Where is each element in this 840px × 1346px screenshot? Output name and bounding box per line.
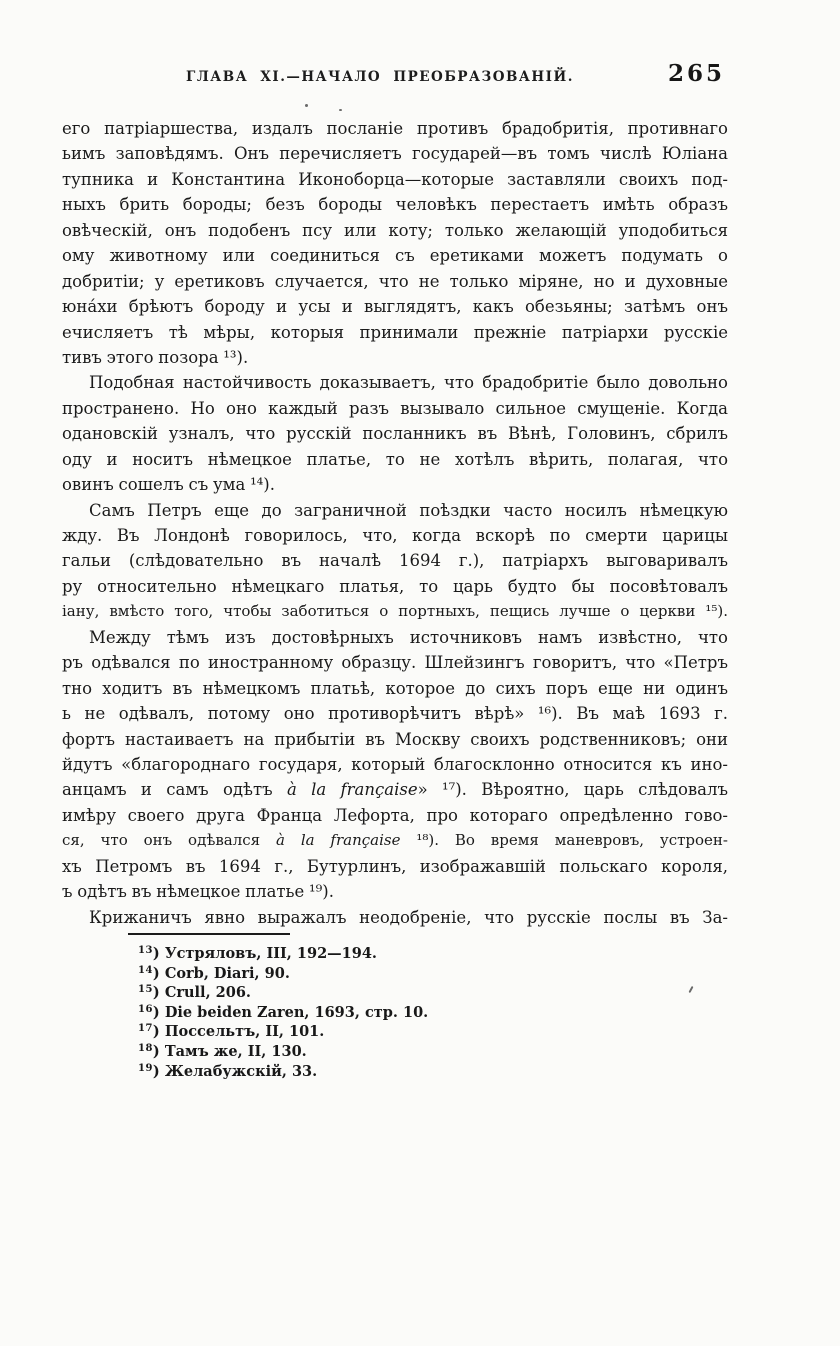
footnote-number: 17 — [138, 1023, 153, 1035]
text-line: гальи (слѣдовательно въ началѣ 1694 г.), патріархъ выговаривалъ — [62, 551, 728, 571]
footnote: $^{13}$) Устряловъ, III, 192—194. — [138, 945, 377, 962]
text-line: тивъ этого позора ¹³). — [62, 347, 249, 367]
text-line: его патріаршества, издалъ посланіе противъ брадобритія, противнаго — [62, 119, 728, 138]
text-line: жду. Въ Лондонѣ говорилось, что, когда вскорѣ по смерти царицы — [62, 526, 728, 545]
text-line: ому животному или соединиться съ еретиками можетъ подумать о — [62, 246, 728, 266]
footnote-number: 13 — [138, 945, 153, 956]
body-text — [62, 116, 728, 930]
footnotes — [138, 941, 698, 1078]
text-line: Крижаничъ явно выражалъ неодобреніе, что русскіе послы въ За- — [89, 907, 728, 927]
text-line: ныхъ брить бороды; безъ бороды человѣкъ перестаетъ имѣть образъ — [62, 195, 728, 215]
footnote: $^{16}$) Die beiden Zaren, 1693, стр. 10. — [138, 1003, 429, 1021]
text-line: Самъ Петръ еще до заграничной поѣздки часто носилъ нѣмецкую — [89, 500, 728, 520]
text-line: ъ одѣтъ въ нѣмецкое платье ¹⁹). — [62, 882, 334, 902]
text-line: ся, что онъ одѣвался à la française ¹⁸). Во время маневровъ, устроен- — [62, 831, 728, 850]
text-line: фортъ настаиваетъ на прибытіи въ Москву своихъ родственниковъ; они — [62, 729, 728, 749]
text-line: анцамъ и самъ одѣтъ à la française» ¹⁷). Вѣроятно, царь слѣдовалъ — [62, 780, 728, 800]
footnote-number: 16 — [138, 1003, 153, 1015]
footnote-number: 18 — [138, 1042, 153, 1054]
footnote: $^{14}$) Corb, Diari, 90. — [138, 964, 290, 982]
footnote-number: 19 — [138, 1062, 153, 1074]
text-line: ръ одѣвался по иностранному образцу. Шлейзингъ говоритъ, что «Петръ — [62, 653, 728, 673]
text-line: йдутъ «благороднаго государя, который благосклонно относится къ ино- — [62, 754, 728, 774]
footnote: $^{17}$) Поссельтъ, II, 101. — [138, 1023, 325, 1041]
text-line: хъ Петромъ въ 1694 г., Бутурлинъ, изображавшій польскаго короля, — [62, 856, 728, 876]
text-line: ьимъ заповѣдямъ. Онъ перечисляетъ государей—въ томъ числѣ Юліана — [62, 144, 728, 164]
text-line: Подобная настойчивость доказываетъ, что брадобритіе было довольно — [89, 373, 728, 393]
text-line: пространено. Но оно каждый разъ вызывало сильное смущеніе. Когда — [62, 398, 728, 418]
text-line: іану, вмѣсто того, чтобы заботиться о портныхъ, пещись лучше о церкви ¹⁵). — [62, 602, 728, 621]
text-line: тупника и Константина Иконоборца—которые заставляли своихъ под- — [62, 169, 728, 189]
text-line: добритіи; у еретиковъ случается, что не только міряне, но и духовные — [62, 271, 728, 291]
footnote-separator-rule — [128, 933, 290, 935]
text-line: ру относительно нѣмецкаго платья, то царь будто бы посовѣтовалъ — [62, 576, 728, 596]
text-line: овѣческій, онъ подобенъ псу или коту; только желающій уподобиться — [62, 220, 728, 240]
text-line: оду и носитъ нѣмецкое платье, то не хотѣлъ вѣрить, полагая, что — [62, 449, 728, 469]
footnote: $^{15}$) Crull, 206. — [138, 984, 251, 1002]
footnote: $^{19}$) Желабужскій, 33. — [138, 1062, 318, 1080]
running-header: ГЛАВА XI.—НАЧАЛО ПРЕОБРАЗОВАНІЙ. — [186, 69, 574, 85]
text-line: имѣру своего друга Франца Лефорта, про котораго опредѣленно гово- — [62, 805, 728, 825]
text-line: юна́хи брѣютъ бороду и усы и выглядятъ, какъ обезьяны; затѣмъ онъ — [62, 297, 728, 317]
text-line: тно ходитъ въ нѣмецкомъ платьѣ, которое до сихъ поръ еще ни одинъ — [62, 678, 728, 698]
footnote-number: 15 — [138, 984, 153, 996]
scan-speck — [339, 109, 342, 111]
text-line: ечисляетъ тѣ мѣры, которыя принимали прежніе патріархи русскіе — [62, 322, 728, 342]
text-line: ь не одѣвалъ, потому оно противорѣчитъ вѣрѣ» ¹⁶). Въ маѣ 1693 г. — [62, 704, 728, 724]
page-number: 265 — [668, 60, 726, 87]
text-line: одановскій узналъ, что русскій посланникъ въ Вѣнѣ, Головинъ, сбрилъ — [62, 424, 728, 444]
footnote-number: 14 — [138, 964, 153, 976]
footnote: $^{18}$) Тамъ же, II, 130. — [138, 1042, 307, 1060]
text-line: овинъ сошелъ съ ума ¹⁴). — [62, 475, 275, 495]
scan-speck — [305, 104, 308, 107]
text-line: Между тѣмъ изъ достовѣрныхъ источниковъ намъ извѣстно, что — [89, 627, 728, 647]
